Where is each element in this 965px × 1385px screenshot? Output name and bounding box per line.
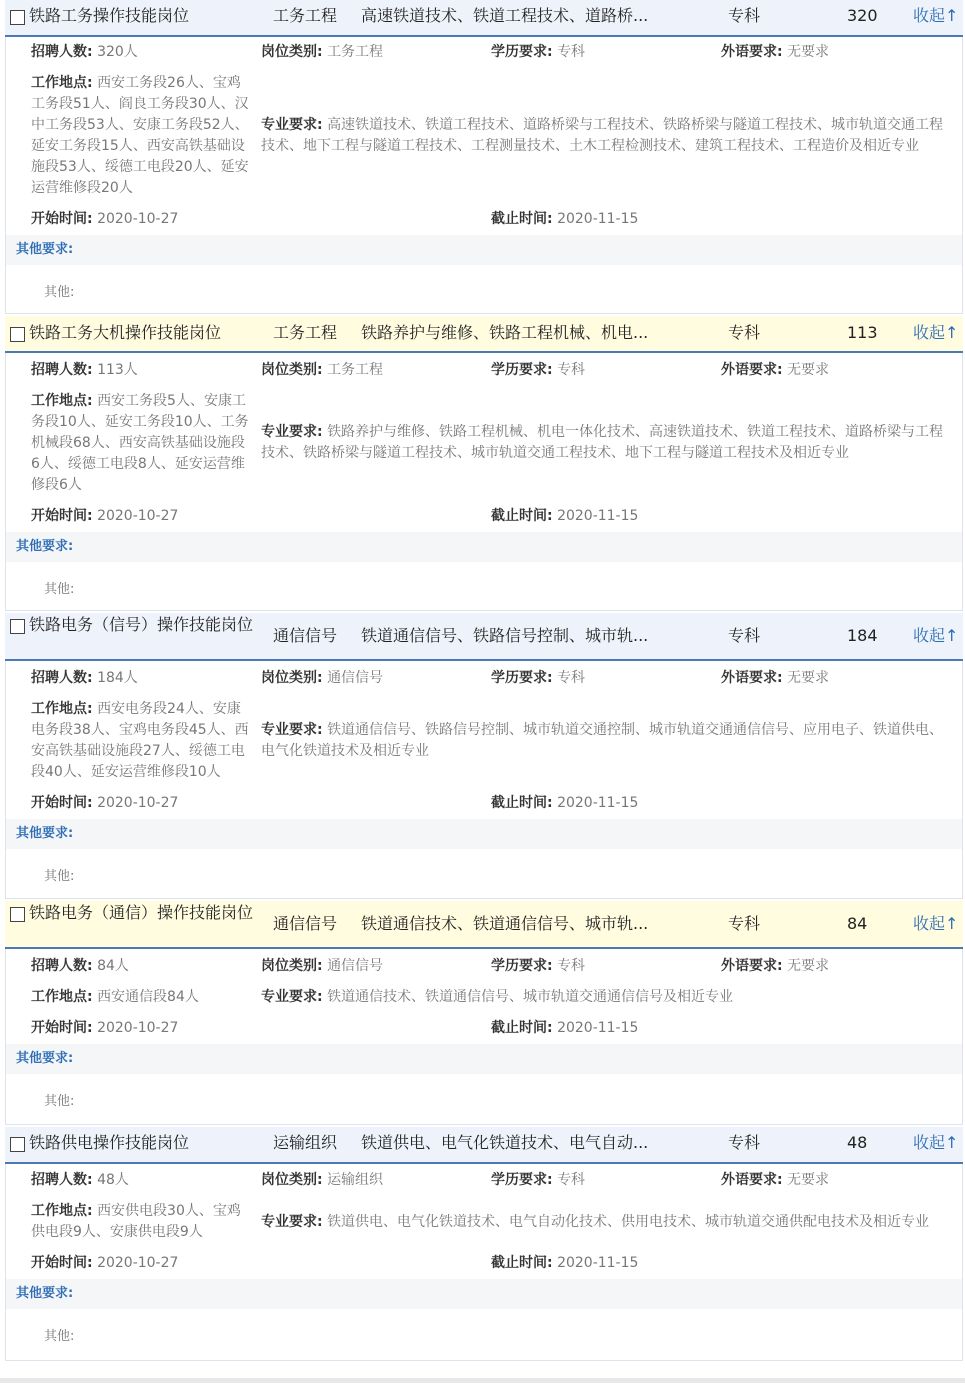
recruit-field: 招聘人数: 84人 [31,958,129,974]
education-field: 学历要求: 专科 [491,44,586,60]
job-checkbox[interactable] [10,10,25,25]
other-label: 其他: [44,1094,75,1109]
language-field: 外语要求: 无要求 [721,1172,830,1188]
job-education: 专科 [728,914,761,933]
location-field: 工作地点: 西安供电段30人、宝鸡供电段9人、安康供电段9人 [31,1203,241,1240]
category-field: 岗位类别: 工务工程 [261,44,384,60]
job-count: 184 [847,626,878,645]
collapse-toggle[interactable]: 收起↑ [913,6,959,25]
other-label: 其他: [44,869,75,884]
start-date-field: 开始时间: 2020-10-27 [31,211,179,227]
job-education: 专科 [728,626,761,645]
other-requirements-label: 其他要求: [16,1286,74,1301]
major-field: 专业要求: 铁路养护与维修、铁路工程机械、机电一体化技术、高速铁道技术、铁道工程技术、道路桥梁与工程技术、铁路桥梁与隧道工程技术、城市轨道交通工程技术、地下工程与隧道工程技术及相近专业 [261,424,944,461]
job-header[interactable] [5,316,963,353]
major-field: 专业要求: 高速铁道技术、铁道工程技术、道路桥梁与工程技术、铁路桥梁与隧道工程技术、城市轨道交通工程技术、地下工程与隧道工程技术、工程测量技术、土木工程检测技术、建筑工程技术、工程造价及相近专业 [261,117,944,154]
category-field: 岗位类别: 通信信号 [261,670,384,686]
major-field: 专业要求: 铁道通信信号、铁路信号控制、城市轨道交通控制、城市轨道交通通信信号、应用电子、铁道供电、电气化铁道技术及相近专业 [261,722,944,759]
job-category: 工务工程 [273,6,338,25]
start-date-field: 开始时间: 2020-10-27 [31,795,179,811]
job-header[interactable] [5,0,963,37]
other-requirements-label: 其他要求: [16,1051,74,1066]
recruit-field: 招聘人数: 48人 [31,1172,129,1188]
job-major-summary: 铁道通信技术、铁道通信信号、城市轨... [361,914,649,933]
major-field: 专业要求: 铁道供电、电气化铁道技术、电气自动化技术、供用电技术、城市轨道交通供配电技术及相近专业 [261,1214,930,1230]
other-label: 其他: [44,1329,75,1344]
job-count: 84 [847,914,868,933]
recruit-field: 招聘人数: 320人 [31,44,138,60]
job-major-summary: 铁路养护与维修、铁路工程机械、机电... [361,323,649,342]
job-category: 运输组织 [273,1133,338,1152]
job-header[interactable] [5,1127,963,1164]
other-requirements-bar [6,532,962,562]
end-date-field: 截止时间: 2020-11-15 [491,1255,639,1271]
job-details [5,37,963,314]
job-education: 专科 [728,1133,761,1152]
job-major-summary: 铁道通信信号、铁路信号控制、城市轨... [361,626,649,645]
job-details [5,949,963,1125]
job-title: 铁路工务大机操作技能岗位 [29,323,222,342]
start-date-field: 开始时间: 2020-10-27 [31,508,179,524]
start-date-field: 开始时间: 2020-10-27 [31,1255,179,1271]
location-field: 工作地点: 西安电务段24人、安康电务段38人、宝鸡电务段45人、西安高铁基础设施段27人、绥德工电段40人、延安运营维修段10人 [31,701,249,780]
location-field: 工作地点: 西安通信段84人 [31,989,199,1005]
job-title: 铁路电务（信号）操作技能岗位 [29,615,254,634]
language-field: 外语要求: 无要求 [721,958,830,974]
category-field: 岗位类别: 运输组织 [261,1172,384,1188]
collapse-toggle[interactable]: 收起↑ [913,323,959,342]
job-education: 专科 [728,6,761,25]
category-field: 岗位类别: 工务工程 [261,362,384,378]
page-bottom-divider [0,1378,965,1383]
end-date-field: 截止时间: 2020-11-15 [491,211,639,227]
job-education: 专科 [728,323,761,342]
job-category: 工务工程 [273,323,338,342]
job-title: 铁路工务操作技能岗位 [29,6,190,25]
start-date-field: 开始时间: 2020-10-27 [31,1020,179,1036]
other-label: 其他: [44,582,75,597]
end-date-field: 截止时间: 2020-11-15 [491,795,639,811]
category-field: 岗位类别: 通信信号 [261,958,384,974]
job-major-summary: 铁道供电、电气化铁道技术、电气自动... [361,1133,649,1152]
job-title: 铁路电务（通信）操作技能岗位 [29,903,254,922]
language-field: 外语要求: 无要求 [721,362,830,378]
end-date-field: 截止时间: 2020-11-15 [491,1020,639,1036]
job-header[interactable] [5,901,963,949]
education-field: 学历要求: 专科 [491,670,586,686]
recruit-field: 招聘人数: 113人 [31,362,138,378]
job-category: 通信信号 [273,626,338,645]
job-count: 48 [847,1133,868,1152]
collapse-toggle[interactable]: 收起↑ [913,914,959,933]
other-requirements-bar [6,1044,962,1074]
education-field: 学历要求: 专科 [491,958,586,974]
job-checkbox[interactable] [10,619,25,634]
job-checkbox[interactable] [10,907,25,922]
end-date-field: 截止时间: 2020-11-15 [491,508,639,524]
job-count: 320 [847,6,878,25]
language-field: 外语要求: 无要求 [721,670,830,686]
other-requirements-label: 其他要求: [16,826,74,841]
language-field: 外语要求: 无要求 [721,44,830,60]
job-checkbox[interactable] [10,327,25,342]
job-title: 铁路供电操作技能岗位 [29,1133,190,1152]
job-major-summary: 高速铁道技术、铁道工程技术、道路桥... [361,6,649,25]
recruit-field: 招聘人数: 184人 [31,670,138,686]
other-requirements-bar [6,1279,962,1309]
major-field: 专业要求: 铁道通信技术、铁道通信信号、城市轨道交通通信信号及相近专业 [261,989,734,1005]
job-details [5,1164,963,1361]
other-label: 其他: [44,285,75,300]
collapse-toggle[interactable]: 收起↑ [913,626,959,645]
education-field: 学历要求: 专科 [491,362,586,378]
other-requirements-bar [6,235,962,265]
job-category: 通信信号 [273,914,338,933]
collapse-toggle[interactable]: 收起↑ [913,1133,959,1152]
job-details [5,661,963,899]
education-field: 学历要求: 专科 [491,1172,586,1188]
location-field: 工作地点: 西安工务段5人、安康工务段10人、延安工务段10人、工务机械段68人、西安高铁基础设施段6人、绥德工电段8人、延安运营维修段6人 [31,393,249,493]
job-header[interactable] [5,613,963,661]
other-requirements-label: 其他要求: [16,242,74,257]
job-count: 113 [847,323,878,342]
job-details [5,353,963,611]
other-requirements-bar [6,819,962,849]
other-requirements-label: 其他要求: [16,539,74,554]
location-field: 工作地点: 西安工务段26人、宝鸡工务段51人、阎良工务段30人、汉中工务段53人、安康工务段52人、延安工务段15人、西安高铁基础设施段53人、绥德工电段20人、延安运营维修段20人 [31,75,249,196]
job-checkbox[interactable] [10,1137,25,1152]
